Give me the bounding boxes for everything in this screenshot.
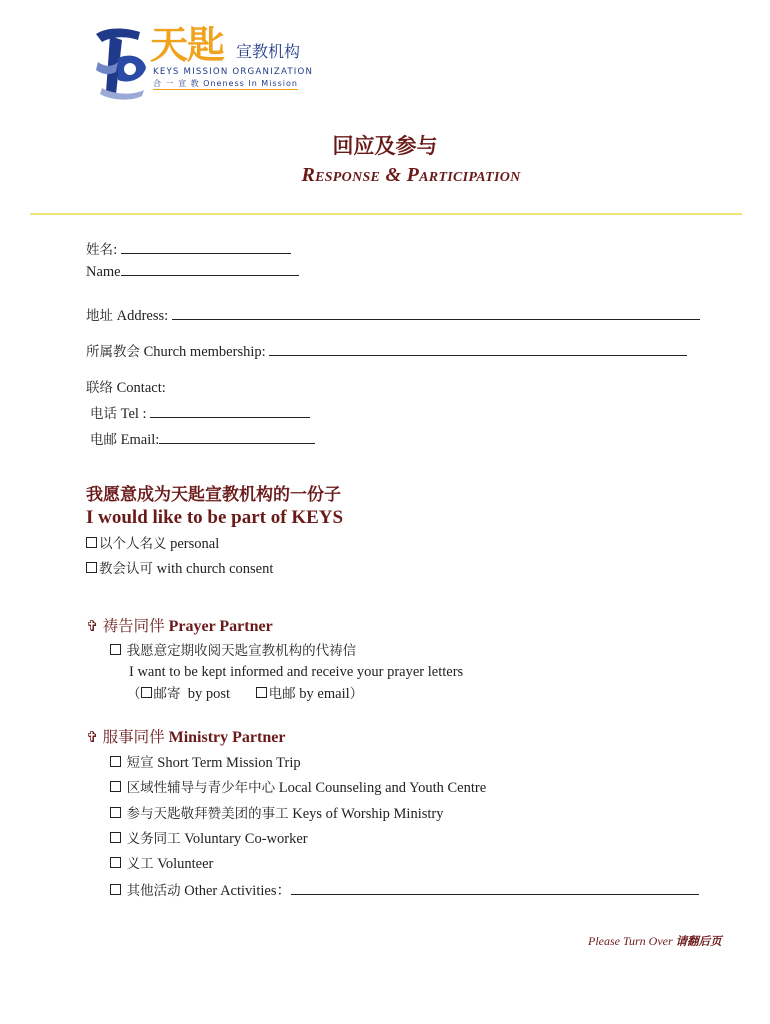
prayer-item-en: I want to be kept informed and receive your prayer letters [129, 664, 464, 680]
email-opt-cn: 电邮 [268, 686, 296, 702]
footer-cn: 请翻后页 [675, 934, 722, 948]
post-en: by post [187, 686, 231, 702]
name-cn-label: 姓名: [86, 242, 118, 258]
tel-en-label: Tel : [120, 406, 147, 422]
logo-tagline: 合 一 宣 教 Oneness In Mission [153, 79, 298, 88]
other-activities-field[interactable] [291, 881, 699, 895]
checkbox[interactable] [86, 562, 97, 573]
paren-open: （ [127, 686, 141, 702]
ministry-option-cn: 义工 [126, 856, 154, 872]
address-row [86, 306, 700, 325]
checkbox[interactable] [110, 832, 121, 843]
paren-close: ） [349, 686, 364, 702]
page-title-en: Response & Participation [301, 164, 521, 186]
ministry-option[interactable] [110, 779, 486, 797]
footer-en: Please Turn Over [588, 934, 673, 948]
address-field[interactable] [172, 306, 700, 320]
tel-row [90, 404, 310, 423]
checkbox[interactable] [110, 807, 121, 818]
ministry-option-cn: 短宣 [126, 755, 154, 771]
keys-heading-cn: 我愿意成为天匙宣教机构的一份子 [86, 485, 341, 505]
checkbox[interactable] [110, 781, 121, 792]
ministry-option-cn: 其他活动 [126, 883, 181, 899]
ministry-option-cn: 参与天匙敬拜赞美团的事工 [126, 806, 289, 822]
church-field[interactable] [269, 342, 687, 356]
ministry-option-en: Local Counseling and Youth Centre [278, 780, 487, 796]
cross-icon: ✞ [86, 728, 99, 746]
prayer-item-cn: 我愿意定期收阅天匙宣教机构的代祷信 [126, 643, 357, 659]
tel-field[interactable] [150, 404, 310, 418]
ministry-option[interactable] [110, 754, 301, 772]
ministry-option[interactable] [110, 855, 213, 873]
ministry-option[interactable] [110, 830, 308, 848]
email-opt-en: by email [299, 686, 350, 702]
checkbox[interactable] [256, 687, 267, 698]
ministry-heading [86, 725, 285, 747]
contact-row [86, 379, 166, 397]
keys-personal-option[interactable] [86, 535, 219, 553]
divider [30, 213, 742, 215]
checkbox[interactable] [110, 644, 121, 655]
prayer-heading [86, 614, 273, 636]
ministry-option-en: Short Term Mission Trip [157, 755, 301, 771]
ministry-option-cn: 义务同工 [126, 831, 181, 847]
prayer-heading-cn: 祷告同伴 [102, 617, 165, 635]
logo-key-icon [88, 22, 154, 100]
footer-turn-over [588, 933, 722, 949]
keys-personal-en: personal [170, 536, 220, 552]
email-row [90, 430, 315, 449]
ministry-option-en: Voluntary Co-worker [184, 831, 308, 847]
page-title-cn: 回应及参与 [332, 134, 438, 158]
checkbox[interactable] [141, 687, 152, 698]
church-row [86, 342, 687, 361]
keys-heading-en: I would like to be part of KEYS [86, 507, 344, 528]
name-en-field[interactable] [121, 262, 299, 276]
keys-church-en: with church consent [156, 561, 274, 577]
checkbox[interactable] [86, 537, 97, 548]
ministry-option[interactable] [110, 881, 699, 900]
prayer-heading-en: Prayer Partner [168, 618, 273, 635]
email-cn-label: 电邮 [90, 432, 117, 448]
ministry-heading-cn: 服事同伴 [102, 728, 165, 746]
prayer-letters-option[interactable] [110, 642, 356, 660]
contact-cn-label: 联络 [86, 380, 113, 396]
logo-cn-small: 宣教机构 [236, 42, 301, 61]
name-en-row [86, 262, 299, 281]
church-cn-label: 所属教会 [86, 344, 140, 360]
address-cn-label: 地址 [86, 308, 113, 324]
keys-personal-cn: 以个人名义 [99, 536, 167, 552]
email-en-label: Email: [120, 432, 160, 448]
prayer-delivery-row [127, 685, 363, 703]
ministry-heading-en: Ministry Partner [168, 729, 286, 746]
post-cn: 邮寄 [153, 686, 181, 702]
name-cn-field[interactable] [121, 240, 291, 254]
logo-cn-big: 天匙 [150, 23, 225, 67]
keys-church-option[interactable] [86, 560, 273, 578]
ministry-option-en: Other Activities： [184, 883, 291, 899]
keys-church-cn: 教会认可 [99, 561, 153, 577]
ministry-option[interactable] [110, 805, 443, 823]
tel-cn-label: 电话 [90, 406, 117, 422]
ministry-option-en: Keys of Worship Ministry [292, 806, 444, 822]
checkbox[interactable] [110, 857, 121, 868]
ministry-option-en: Volunteer [157, 856, 214, 872]
name-en-label: Name [86, 264, 121, 280]
checkbox[interactable] [110, 756, 121, 767]
address-en-label: Address: [116, 308, 169, 324]
church-en-label: Church membership: [143, 344, 266, 360]
email-field[interactable] [159, 430, 315, 444]
ministry-option-cn: 区域性辅导与青少年中心 [126, 780, 276, 796]
cross-icon: ✞ [86, 617, 99, 635]
logo-en-name: KEYS MISSION ORGANIZATION [153, 67, 314, 77]
checkbox[interactable] [110, 884, 121, 895]
name-cn-row [86, 240, 291, 259]
contact-en-label: Contact: [116, 380, 166, 396]
